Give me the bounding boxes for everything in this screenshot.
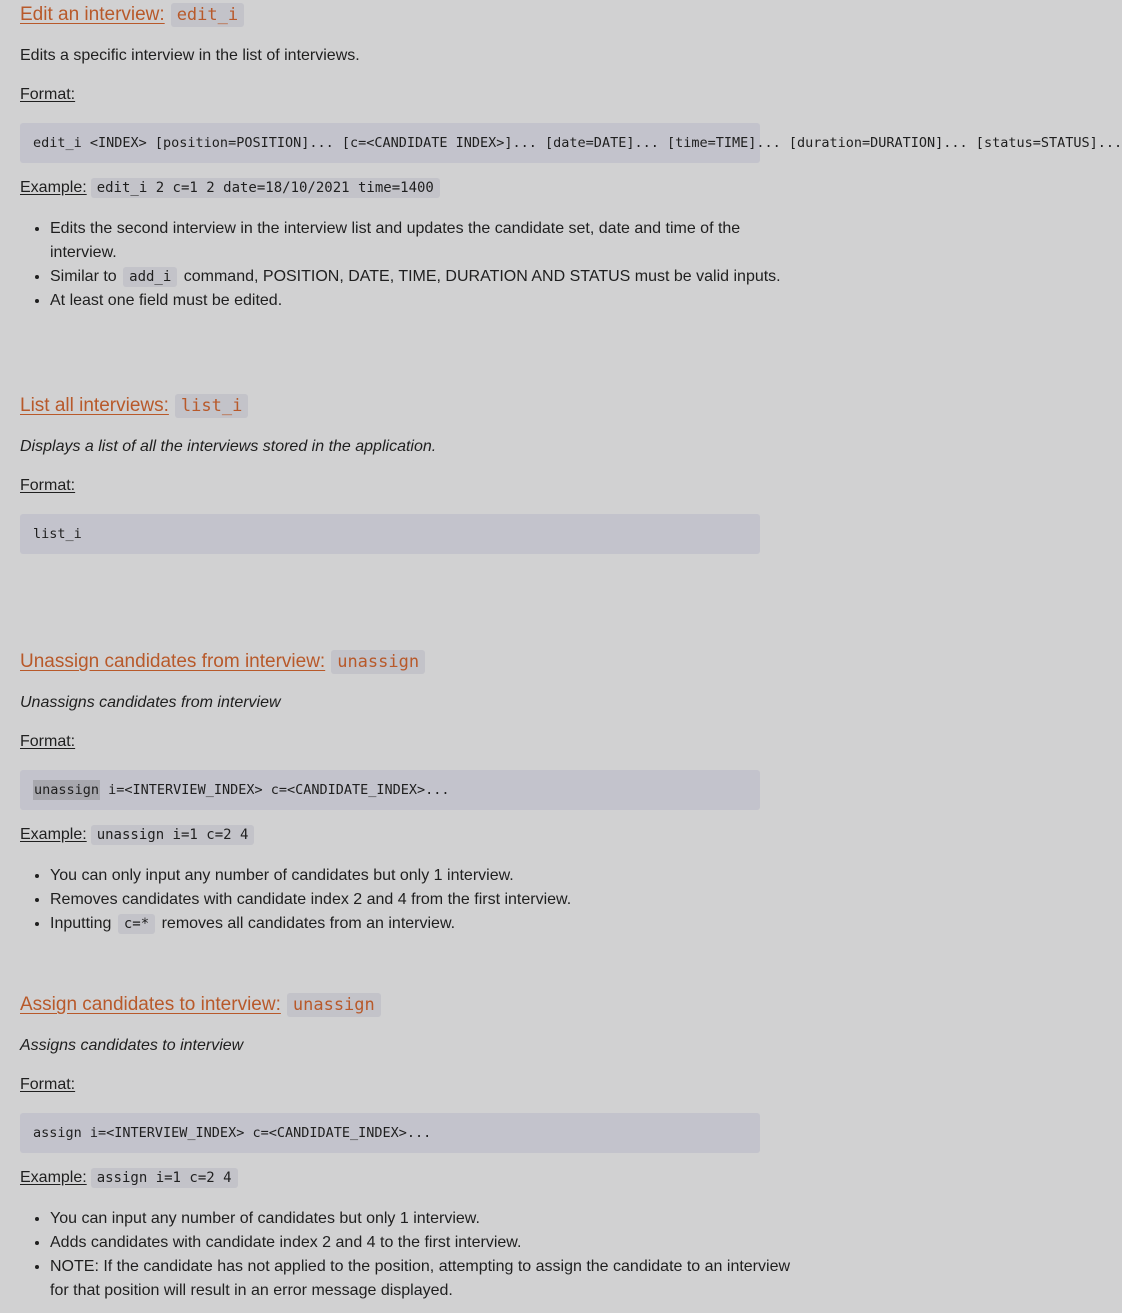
unassign-description: Unassigns candidates from interview <box>20 694 281 711</box>
edit-interview-command: edit_i <box>171 3 244 27</box>
list-format-label: Format: <box>20 477 76 494</box>
unassign-command: unassign <box>331 650 425 674</box>
assign-heading-link[interactable]: Assign candidates to interview: <box>20 994 281 1015</box>
list-item: • Edits the second interview in the interview list and updates the candidate set, date and time of the interview. <box>50 217 790 265</box>
list-interviews-description: Displays a list of all the interviews stored in the application. <box>20 438 437 455</box>
list-format-codeblock[interactable]: list_i <box>20 514 760 554</box>
list-item: • NOTE: If the candidate has not applied to the position, attempting to assign the candidate to an interview for that position will result in an error message displayed. <box>50 1255 790 1303</box>
assign-notes-list <box>20 1207 790 1303</box>
assign-section <box>20 991 791 1299</box>
list-item: • Adds candidates with candidate index 2 and 4 to the first interview. <box>50 1231 790 1255</box>
assign-example-code: assign i=1 c=2 4 <box>91 1168 238 1188</box>
list-item-text: Inputting <box>50 915 112 932</box>
assign-description: Assigns candidates to interview <box>20 1037 244 1054</box>
unassign-format-label: Format: <box>20 733 76 750</box>
unassign-heading[interactable] <box>20 648 760 676</box>
edit-format-codeblock[interactable]: edit_i <INDEX> [position=POSITION]... [c=<CANDIDATE INDEX>]... [date=DATE]... [time=TIME]... [duration=DURATION]... [status=STATUS]... <box>20 123 760 163</box>
edit-notes-list <box>20 217 790 313</box>
list-item-text: removes all candidates from an interview. <box>161 915 456 932</box>
edit-interview-section <box>20 1 1122 309</box>
list-item: • Removes candidates with candidate index 2 and 4 from the first interview. <box>50 888 790 912</box>
edit-interview-heading[interactable] <box>20 1 760 29</box>
edit-format-label: Format: <box>20 86 76 103</box>
list-item <box>50 265 790 289</box>
unassign-section <box>20 648 760 932</box>
edit-example-label: Example: <box>20 179 87 196</box>
list-item: • You can input any number of candidates but only 1 interview. <box>50 1207 790 1231</box>
assign-command: unassign <box>287 993 381 1017</box>
unassign-example-label: Example: <box>20 826 87 843</box>
unassign-highlighted-text: unassign <box>34 782 100 798</box>
list-interviews-section <box>20 392 760 542</box>
unassign-example-code: unassign i=1 c=2 4 <box>91 825 255 845</box>
add-i-inline-code: add_i <box>123 267 177 287</box>
list-item: • You can only input any number of candidates but only 1 interview. <box>50 864 790 888</box>
edit-example-code: edit_i 2 c=1 2 date=18/10/2021 time=1400 <box>91 178 440 198</box>
wildcard-inline-code: c=* <box>118 914 155 934</box>
unassign-format-rest: i=<INTERVIEW_INDEX> c=<CANDIDATE_INDEX>... <box>100 782 450 798</box>
unassign-example <box>20 825 254 845</box>
assign-heading[interactable] <box>20 991 760 1019</box>
assign-example-label: Example: <box>20 1169 87 1186</box>
assign-format-codeblock[interactable]: assign i=<INTERVIEW_INDEX> c=<CANDIDATE_INDEX>... <box>20 1113 760 1153</box>
edit-example <box>20 178 440 198</box>
assign-example <box>20 1168 238 1188</box>
unassign-format-codeblock[interactable] <box>20 770 760 810</box>
list-interviews-command: list_i <box>175 394 248 418</box>
unassign-notes-list <box>20 864 790 936</box>
list-item: • At least one field must be edited. <box>50 289 790 313</box>
list-interviews-heading[interactable] <box>20 392 760 420</box>
assign-format-label: Format: <box>20 1076 76 1093</box>
edit-interview-heading-link[interactable]: Edit an interview: <box>20 4 165 25</box>
list-interviews-heading-link[interactable]: List all interviews: <box>20 395 169 416</box>
list-item <box>50 912 790 936</box>
edit-interview-description: Edits a specific interview in the list of interviews. <box>20 47 360 64</box>
list-item-text: Similar to <box>50 268 117 285</box>
unassign-heading-link[interactable]: Unassign candidates from interview: <box>20 651 326 672</box>
list-item-text: command, POSITION, DATE, TIME, DURATION AND STATUS must be valid inputs. <box>183 268 781 285</box>
